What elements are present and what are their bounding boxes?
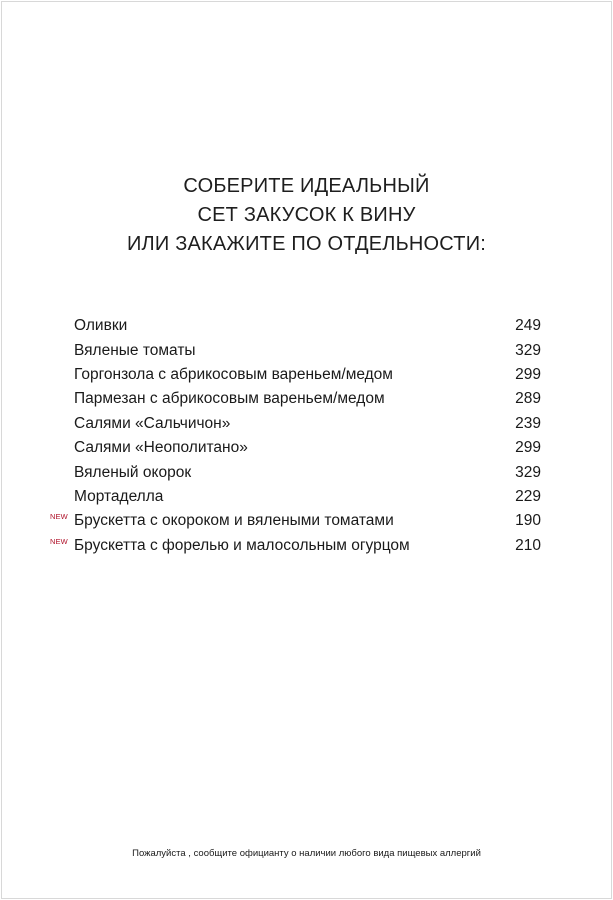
menu-item-name: Вяленые томаты xyxy=(74,341,196,359)
menu-item xyxy=(74,387,541,411)
menu-title xyxy=(0,172,613,259)
menu-item-name: Салями «Сальчичон» xyxy=(74,414,231,432)
menu-item-price: 210 xyxy=(515,536,541,554)
menu-list xyxy=(50,314,541,558)
menu-item-name: Горгонзола с абрикосовым вареньем/медом xyxy=(74,365,393,383)
title-line-1: СОБЕРИТЕ ИДЕАЛЬНЫЙ xyxy=(183,175,430,197)
menu-item xyxy=(74,485,541,509)
menu-item-price: 329 xyxy=(515,463,541,481)
menu-item-name: Оливки xyxy=(74,317,128,335)
title-line-3: ИЛИ ЗАКАЖИТЕ ПО ОТДЕЛЬНОСТИ: xyxy=(126,233,487,255)
menu-item xyxy=(50,509,541,533)
title-line-2: СЕТ ЗАКУСОК К ВИНУ xyxy=(197,204,416,226)
menu-item-name: Пармезан с абрикосовым вареньем/медом xyxy=(74,390,385,408)
menu-item xyxy=(74,314,541,338)
menu-item xyxy=(74,412,541,436)
menu-item-name: Салями «Неополитано» xyxy=(74,439,248,457)
menu-item xyxy=(74,338,541,362)
menu-item-price: 299 xyxy=(515,439,541,457)
menu-item xyxy=(74,363,541,387)
menu-item-name: Брускетта с окороком и вялеными томатами xyxy=(74,512,394,530)
menu-item-price: 299 xyxy=(515,365,541,383)
menu-item-price: 289 xyxy=(515,390,541,408)
allergy-notice: Пожалуйста , сообщите официанту о наличии любого вида пищевых аллергий xyxy=(132,848,481,859)
menu-item xyxy=(74,436,541,460)
menu-item-name: Мортаделла xyxy=(74,487,164,505)
new-badge: NEW xyxy=(50,536,68,546)
menu-item-price: 329 xyxy=(515,341,541,359)
menu-item xyxy=(50,534,541,558)
menu-item xyxy=(74,460,541,484)
menu-item-name: Брускетта с форелью и малосольным огурцом xyxy=(74,536,410,554)
menu-item-price: 190 xyxy=(515,512,541,530)
menu-item-price: 249 xyxy=(515,317,541,335)
menu-item-name: Вяленый окорок xyxy=(74,463,192,481)
new-badge: NEW xyxy=(50,512,68,522)
menu-item-price: 239 xyxy=(515,414,541,432)
menu-item-price: 229 xyxy=(515,487,541,505)
